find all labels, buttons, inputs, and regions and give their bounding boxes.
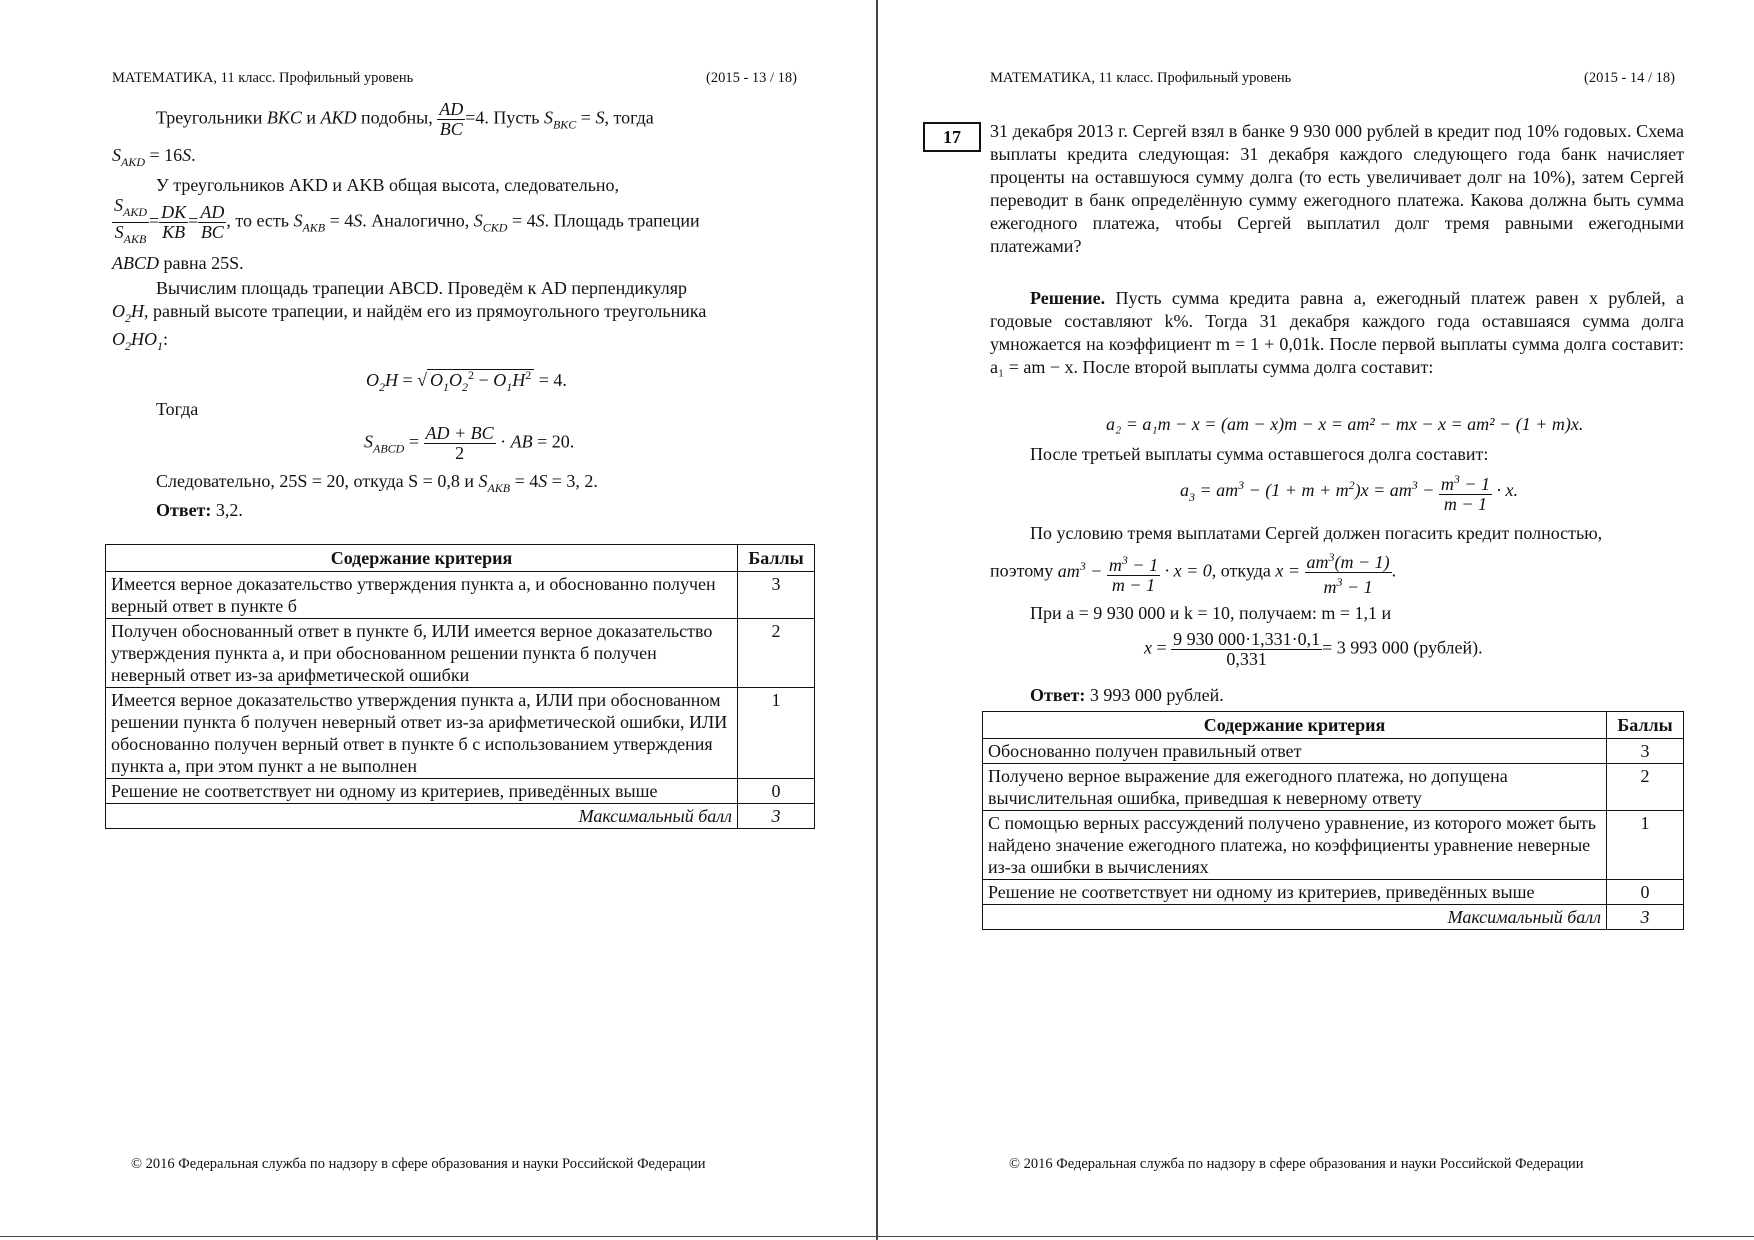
page-border [878,1236,1754,1237]
table-row [983,764,1684,811]
criterion-text: Обоснованно получен правильный ответ [983,739,1607,764]
table-header-row [983,712,1684,739]
formula-x-general: поэтому $am^3$ − $\frac{m^3 - 1}{m - 1}$ · x = 0, откуда x = $\frac{am^3(m - 1)}{m^3 - 1}$ . [990,550,1397,597]
text-therefore: Следовательно, 25S = 20, откуда S = 0,8 и $S_{AKB} = 4S = 3$, 2. [156,471,598,495]
table-max-row [106,804,815,829]
max-score-value: 3 [1607,905,1684,930]
criterion-text: Получено верное выражение для ежегодного платежа, но допущена вычислительная ошибка, приведшая к неверному ответу [983,764,1607,811]
max-score-label: Максимальный балл [983,905,1607,930]
criterion-text: Решение не соответствует ни одному из критериев, приведённых выше [106,779,738,804]
formula-x-value: x = $\frac{9 930 000\cdot 1,331\cdot 0,1}{0,331}$ = 3 993 000 (рублей). [1144,629,1483,669]
table-row [983,880,1684,905]
column-header-points: Баллы [738,545,815,572]
text-o2h: $O_2H$, равный высоте трапеции, и найдём его из прямоугольного треугольника [112,301,707,325]
page-border [0,1236,876,1237]
criterion-points: 3 [1607,739,1684,764]
max-score-label: Максимальный балл [106,804,738,829]
text-abcd-area: ABCD равна 25S. [112,253,244,273]
paragraph-perpendicular: Вычислим площадь трапеции ABCD. Проведём к AD перпендикуляр [156,278,688,298]
paragraph-similar-triangles: Треугольники BKC и AKD подобны, $\frac{AD}{BC}$ =4. Пусть $S_{BKC} = S$, тогда [156,99,654,139]
table-max-row [983,905,1684,930]
criterion-points: 0 [1607,880,1684,905]
criterion-text: Имеется верное доказательство утверждения пункта а, ИЛИ при обоснованном решении пункта б получен неверный ответ из-за арифметической ошибки, ИЛИ обоснованно получен верный ответ в пункте б с использованием утверждения пункта а, при этом пункт а не выполнен [106,688,738,779]
paragraph-common-height: У треугольников AKD и AKB общая высота, следовательно, [156,175,620,195]
page-footer: © 2016 Федеральная служба по надзору в сфере образования и науки Российской Федерации [1009,1156,1584,1172]
formula-a3: $a_3 = am^3 - (1 + m + m^2)x = am^3$ − $\frac{m^3 - 1}{m - 1}$ · x. [1180,472,1519,514]
column-header-criterion: Содержание критерия [983,712,1607,739]
table-row [106,688,815,779]
text-substitution: При a = 9 930 000 и k = 10, получаем: m = 1,1 и [1030,603,1392,623]
right-page [877,0,1754,1240]
text-then: Тогда [156,399,199,419]
criterion-text: Имеется верное доказательство утверждения пункта а, и обоснованно получен верный ответ в пункте б [106,572,738,619]
table-row [983,811,1684,880]
page-footer: © 2016 Федеральная служба по надзору в сфере образования и науки Российской Федерации [131,1156,706,1172]
page-header-number: (2015 - 13 / 18) [706,70,798,86]
formula-area-ratio: $\frac{S_{AKD}}{S_{AKB}}$ = $\frac{DK}{KB}$ = $\frac{AD}{BC}$ , то есть $S_{AKB} = 4S$. Аналогично, $S_{CKD} = 4S$. Площадь трапеции [114,195,700,246]
table-row [106,779,815,804]
criterion-points: 0 [738,779,815,804]
criterion-points: 2 [738,619,815,688]
fraction-ad-bc: $\frac{AD}{BC}$ [439,99,464,139]
formula-o2h: $O_2H$ = √ $O_1O_2^2 - O_1H^2 = 4$. [366,368,567,394]
text-by-condition: По условию тремя выплатами Сергей должен погасить кредит полностью, [1030,523,1603,543]
criterion-text: Решение не соответствует ни одному из критериев, приведённых выше [983,880,1607,905]
task-statement: 31 декабря 2013 г. Сергей взял в банке 9 930 000 рублей в кредит под 10% годовых. Схема выплаты кредита следующая: 31 декабря каждого следующего года банк начисляет проценты на оставшуюся сумму долга (то есть увеличивает долг на 10%), затем Сергей переводит в банк определённую сумму ежегодного платежа. Какова должна быть сумма ежегодного платежа, чтобы Сергей выплатил долг тремя равными ежегодными платежами? [990,121,1684,256]
text-o2ho1: $O_2HO_1$: [112,329,169,353]
formula-a2: a₂ = a₁m − x = (am − x)m − x = am² − mx − x = am² − (1 + m)x. [1106,414,1584,434]
table-row [106,619,815,688]
answer-line: Ответ: 3 993 000 рублей. [1030,685,1224,705]
column-header-points: Баллы [1607,712,1684,739]
table-row [106,572,815,619]
criterion-text: С помощью верных рассуждений получено уравнение, из которого может быть найдено значение ежегодного платежа, но коэффициенты уравнение неверные из-за ошибки в вычислениях [983,811,1607,880]
criterion-points: 3 [738,572,815,619]
page-header-number: (2015 - 14 / 18) [1584,70,1676,86]
criterion-points: 1 [738,688,815,779]
max-score-value: 3 [738,804,815,829]
criteria-table [982,711,1684,930]
formula-s-akd: $S_{AKD} = 16S$. [112,145,196,169]
criterion-points: 1 [1607,811,1684,880]
criteria-table [105,544,815,829]
solution-paragraph: Решение. Пусть сумма кредита равна a, ежегодный платеж равен x рублей, а годовые составляют k%. Тогда 31 декабря каждого года оставшаяся сумма долга умножается на коэффициент m = 1 + 0,01k. После первой выплаты сумма долга составит: a₁ = am − x. После второй выплаты сумма долга составит: [990,288,1684,377]
column-header-criterion: Содержание критерия [106,545,738,572]
page-header-title: МАТЕМАТИКА, 11 класс. Профильный уровень [112,70,414,86]
criterion-points: 2 [1607,764,1684,811]
table-row [983,739,1684,764]
criterion-text: Получен обоснованный ответ в пункте б, ИЛИ имеется верное доказательство утверждения пункта а, и при обоснованном решении пункта б получен неверный ответ из-за арифметической ошибки [106,619,738,688]
task-number-box: 17 [923,122,981,152]
page-header-title: МАТЕМАТИКА, 11 класс. Профильный уровень [990,70,1292,86]
table-header-row [106,545,815,572]
formula-s-abcd: $S_{ABCD}$ = $\frac{AD + BC}{2}$ · AB = 20. [364,423,575,463]
text-after-third: После третьей выплаты сумма оставшегося долга составит: [1030,444,1489,464]
answer-line: Ответ: 3,2. [156,500,243,520]
